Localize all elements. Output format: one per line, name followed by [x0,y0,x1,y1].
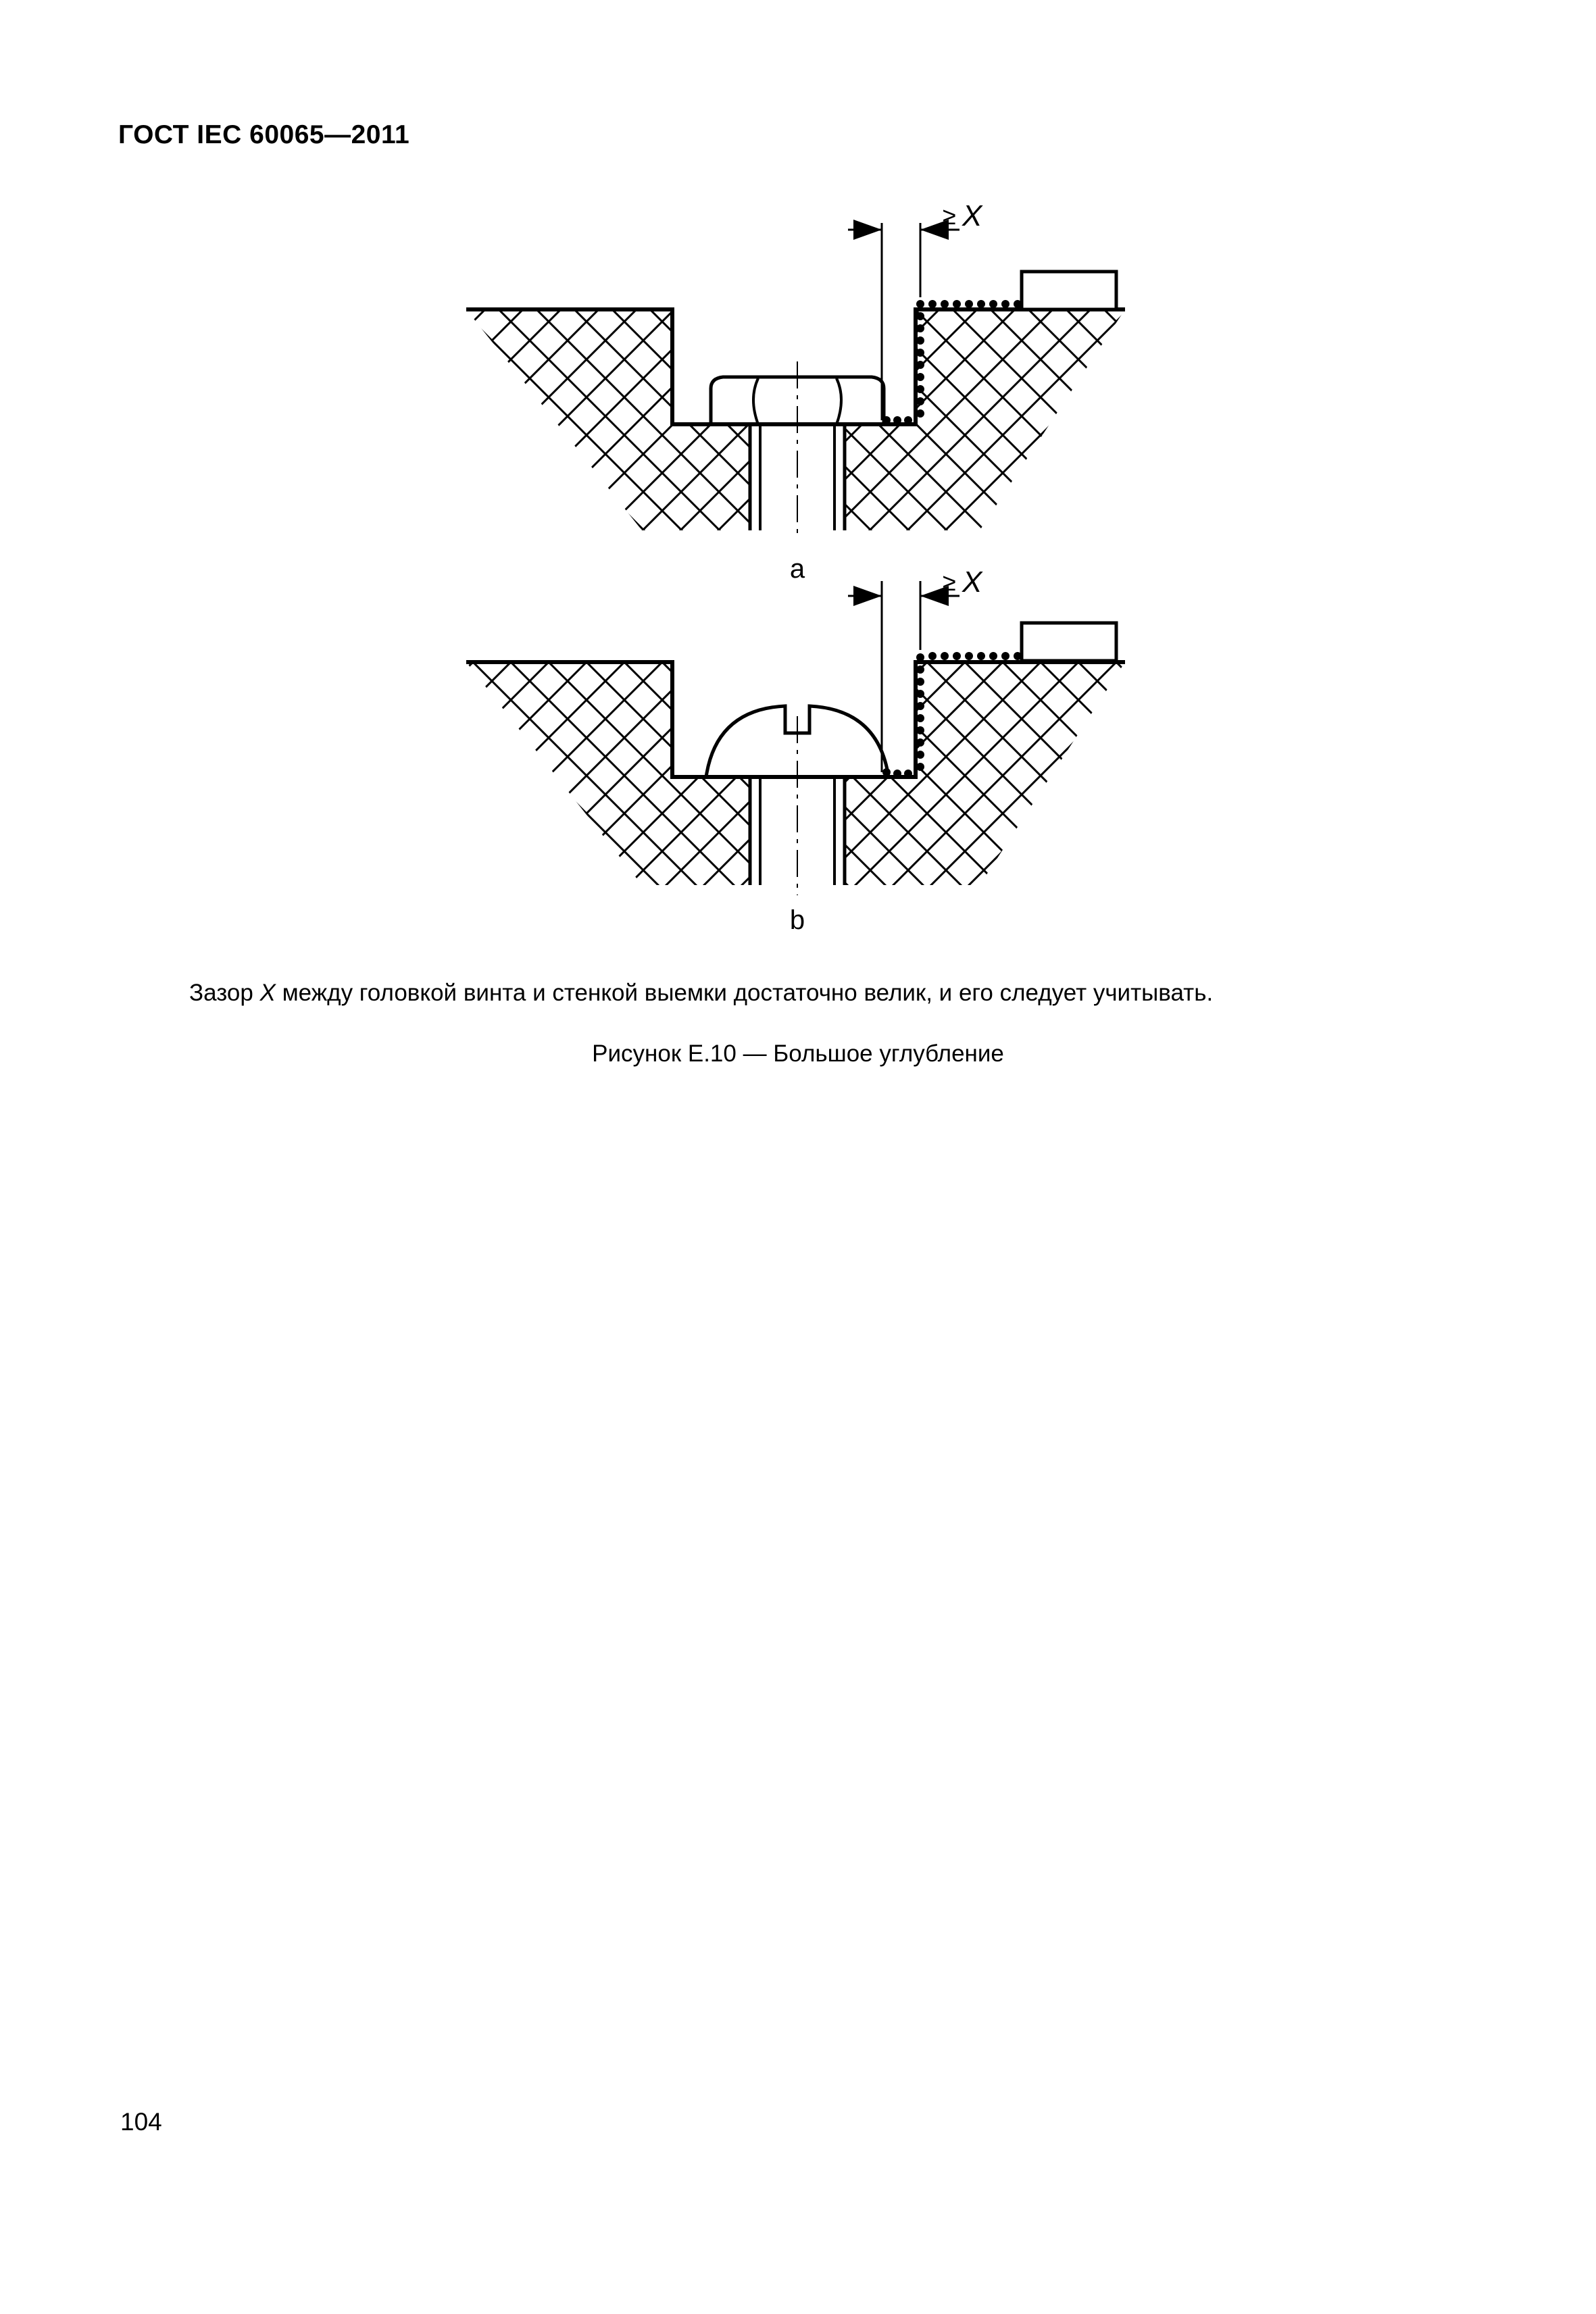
recess-figure [0,0,1596,980]
note-variable: X [259,980,276,1006]
page-number: 104 [120,2108,162,2136]
document-header: ГОСТ IEC 60065—2011 [118,120,410,149]
live-part-b [1022,623,1116,661]
svg-text:X: X [962,199,982,232]
panel-label-b: b [789,905,805,935]
dimension-label-b: ≥ [943,568,956,596]
panel-label-a: a [789,554,805,584]
figure-note: Зазор X между головкой винта и стенкой выемки достаточно велик, и его следует учитывать. [189,980,1214,1006]
svg-text:X: X [962,565,982,599]
live-part-a [1022,272,1116,309]
panel-b [466,565,1125,935]
dimension-label-a: ≥ [943,202,956,230]
panel-a [466,199,1125,584]
figure-title: Рисунок Е.10 — Большое углубление [592,1040,1004,1067]
